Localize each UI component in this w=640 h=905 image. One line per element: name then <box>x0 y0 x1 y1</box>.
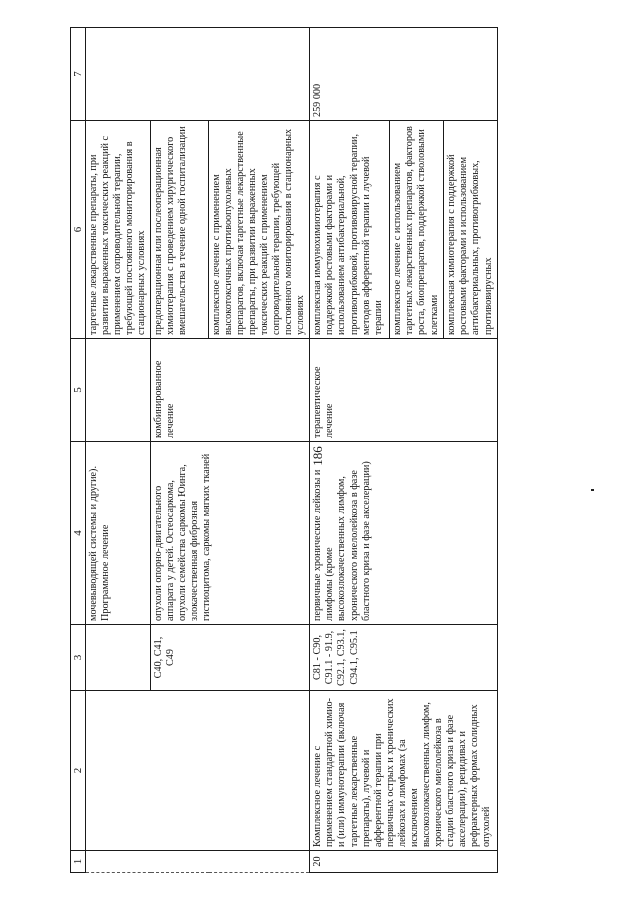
rotated-table-container <box>70 28 605 873</box>
cell-price: 259 000 <box>310 28 497 121</box>
column-number: 1 <box>71 851 86 873</box>
column-number: 7 <box>71 28 86 121</box>
cell-codes: C81 - C90, C91.1 - 91.9, C92.1, C93.1, C94.1, C95.1 <box>310 625 497 691</box>
cell-disease: первичные хронические лейкозы и лимфомы (кроме высокозлокачественных лимфом, хронического миелолейкоза в фазе бластного криза и фазе акселерации) <box>310 442 497 625</box>
column-number: 4 <box>71 442 86 625</box>
cell-treatment: таргетные лекарственные препараты, при развитии выраженных токсических реакций с применением сопроводительной терапии, требующей постоянного мониторирования в стационарных условиях <box>86 121 151 339</box>
cell-disease: опухоли опорно-двигательного аппарата у детей. Остеосаркома, опухоли семейства саркомы Юинга, злокачественная фиброзная гистиоцитома, саркомы мягких тканей <box>151 442 310 625</box>
cell-treatment: предоперационная или послеоперационная химиотерапия с проведением хирургического вмешательства в течение одной госпитализации <box>151 121 209 339</box>
table-row <box>310 28 390 873</box>
cell-codes <box>86 625 151 691</box>
column-number: 2 <box>71 691 86 851</box>
cell-number <box>86 851 310 873</box>
column-number-row <box>71 28 86 873</box>
cell-disease: мочевыводящей системы и другие). Программное лечение <box>86 442 151 625</box>
table-row <box>86 28 151 873</box>
cell-group <box>86 691 310 851</box>
cell-group: Комплексное лечение с применением стандартной химио- и (или) иммунотерапии (включая таргетные лекарственные препараты), лучевой и афферентной терапии при первичных острых и хронических лейкозах и лимфомах (за исключением высокозлокачественных лимфом, хронического миелолейкоза в стадии бластного криза и фазе акселерации), рецидивах и рефрактерных формах солидных опухолей <box>310 691 497 851</box>
cell-treatment-type <box>86 339 151 442</box>
cell-price <box>86 28 310 121</box>
cell-treatment-type: комбинированное лечение <box>151 339 310 442</box>
medical-care-table <box>70 27 498 873</box>
cell-treatment: комплексная иммунохимиотерапия с поддержкой ростовыми факторами и использованием антибактериальной, противогрибковой, противовирусной терапии, методов афферентной терапии и лучевой терапии <box>310 121 390 339</box>
cell-treatment-type: терапевтическое лечение <box>310 339 497 442</box>
cell-codes: C40, C41, C49 <box>151 625 310 691</box>
column-number: 3 <box>71 625 86 691</box>
cell-treatment: комплексное лечение с использованием таргетных лекарственных препаратов, факторов роста, биопрепаратов, поддержкой стволовыми клетками <box>390 121 444 339</box>
cell-treatment: комплексная химиотерапия с поддержкой ростовыми факторами и использованием антибактериальных, противогрибковых, противовирусных <box>444 121 497 339</box>
column-number: 6 <box>71 121 86 339</box>
cell-number: 20 <box>310 851 497 873</box>
page-number: 186 <box>309 446 325 466</box>
column-number: 5 <box>71 339 86 442</box>
cell-treatment: комплексное лечение с применением высокотоксичных противоопухолевых препаратов, включая таргетные лекарственные препараты, при развитии выраженных токсических реакций с применением сопроводительной терапии, требующей постоянного мониторирования в стационарных условиях <box>209 121 310 339</box>
